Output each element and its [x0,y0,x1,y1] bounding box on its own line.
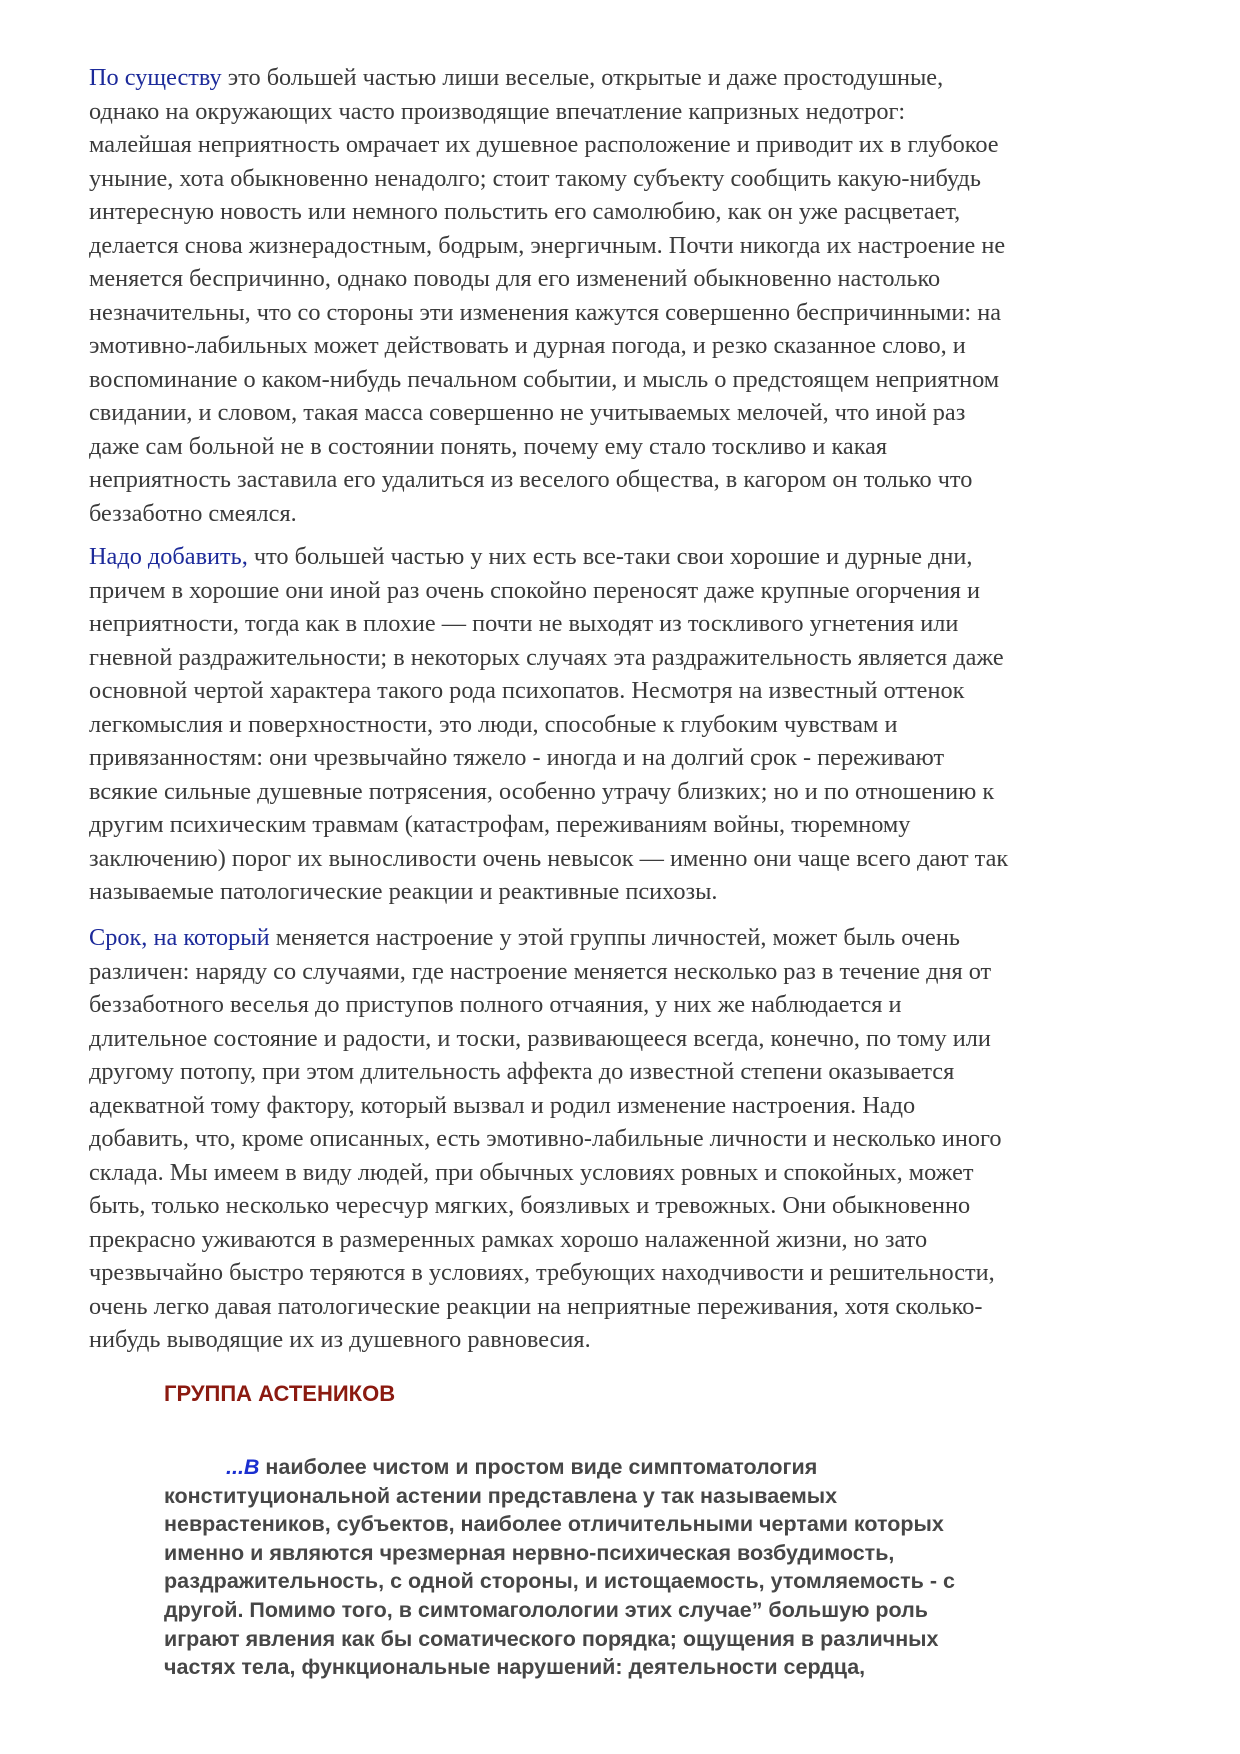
paragraph-2-line: причем в хорошие они иной раз очень спокойно переносят даже крупные огорчения и [89,576,981,604]
paragraph-3-line: чрезвычайно быстро теряются в условиях, требующих находчивости и решительности, [89,1259,995,1286]
paragraph-1-line: неприятность заставила его удалиться из веселого общества, в кагором он только что [89,466,973,493]
paragraph-2-lead: Надо добавить, [89,543,248,570]
paragraph-1-line: даже сам больной не в состоянии понять, почему ему стало тоскливо и какая [89,432,888,460]
quote-line: частях тела, функциональные нарушений: деятельности сердца, [164,1655,866,1680]
paragraph-1-line: делается снова жизнерадостным, бодрым, энергичным. Почти никогда их настроение не [89,231,1006,259]
paragraph-1-lead: По существу [89,64,222,91]
quote-line: раздражительность, с одной стороны, и истощаемость, утомляемость - с [164,1569,955,1594]
paragraph-1-line: эмотивно-лабильных может действовать и дурная погода, и резко сказанное слово, и [89,332,966,359]
paragraph-3-line: нибудь выводящие их из душевного равновесия. [89,1326,591,1353]
paragraph-2-line: основной чертой характера такого рода психопатов. Несмотря на известный оттенок [89,677,965,704]
quote-line: именно и являются чрезмерная нервно-психическая возбудимость, [164,1540,895,1565]
quote-line: играют явления как бы соматического порядка; ощущения в различных [164,1626,939,1651]
paragraph-3-line: прекрасно уживаются в размеренных рамках хорошо налаженной жизни, но зато [89,1225,928,1253]
paragraph-2-line: заключению) порог их выносливости очень невысок — именно они чаще всего дают так [89,844,1009,872]
quote-line: другой. Помимо того, в симтомаголологии этих случае” большую роль [164,1597,929,1622]
quote-line: конституциональной астении представлена у так называемых [164,1483,838,1508]
quote-lead: ...В [226,1455,260,1479]
paragraph-1-line: беззаботно смеялся. [89,499,297,527]
quote-line: неврастеников, субъектов, наиболее отличительными чертами которых [164,1512,944,1537]
paragraph-3-line: добавить, что, кроме описанных, есть эмотивно-лабильные личности и несколько иного [89,1125,1002,1152]
paragraph-3-line: очень легко давая патологические реакции на неприятные переживания, хотя сколько- [89,1292,983,1320]
quote-line: наиболее чистом и простом виде симптоматология [259,1455,818,1479]
paragraph-3-line: адекватной тому фактору, который вызвал и родил изменение настроения. Надо [89,1091,916,1119]
paragraph-1-line: воспоминание о каком-нибудь печальном событии, и мысль о предстоящем неприятном [89,365,1000,393]
paragraph-1-line: это большей частью лиши веселые, открытые и даже простодушные, [221,64,944,91]
paragraph-1-line: однако на окружающих часто производящие впечатление капризных недотрог: [89,97,906,125]
paragraph-3-line: другому потопу, при этом длительность аффекта до известной степени оказывается [89,1058,955,1085]
paragraph-1-line: свидании, и словом, такая масса совершенно не учитываемых мелочей, что иной раз [89,399,966,426]
paragraph-2-line: гневной раздражительности; в некоторых случаях эта раздражительность является даже [89,643,1004,671]
paragraph-3-line: склада. Мы имеем в виду людей, при обычных условиях ровных и спокойных, может [89,1158,974,1186]
paragraph-3-lead: Срок, на который [89,924,270,951]
paragraph-1-line: меняется беспричинно, однако поводы для его изменений обыкновенно настолько [89,265,941,292]
paragraph-3-line: беззаботного веселья до приступов полного отчаяния, у них же наблюдается и [89,991,902,1018]
paragraph-1 [89,61,1207,530]
paragraph-3-line: длительное состояние и радости, и тоски, развивающееся всегда, конечно, по тому или [89,1024,991,1052]
paragraph-1-line: малейшая неприятность омрачает их душевное расположение и приводит их в глубокое [89,131,999,158]
paragraph-2-line: называемые патологические реакции и реактивные психозы. [89,878,718,905]
paragraph-3-line: меняется настроение у этой группы личностей, может быль очень [269,924,960,951]
paragraph-1-line: интересную новость или немного польстить его самолюбию, как он уже расцветает, [89,198,961,225]
paragraph-2-line: неприятности, тогда как в плохие — почти не выходят из тоскливого угнетения или [89,610,959,637]
paragraph-2-line: легкомыслия и поверхностности, это люди, способные к глубоким чувствам и [89,710,898,738]
paragraph-3-line: быть, только несколько чересчур мягких, боязливых и тревожных. Они обыкновенно [89,1192,971,1219]
paragraph-2 [89,540,1207,909]
paragraph-1-line: уныние, хота обыкновенно ненадолго; стоит такому субъекту сообщить какую-нибудь [89,164,981,192]
paragraph-3-line: различен: наряду со случаями, где настроение меняется несколько раз в течение дня от [89,957,992,985]
paragraph-3 [89,921,1207,1357]
paragraph-2-line: привязанностям: они чрезвычайно тяжело - иногда и на долгий срок - переживают [89,744,945,771]
paragraph-1-line: незначительны, что со стороны эти изменения кажутся совершенно беспричинными: на [89,298,1001,326]
paragraph-2-line: другим психическим травмам (катастрофам, переживаниям войны, тюремному [89,811,911,838]
section-heading: ГРУППА АСТЕНИКОВ [164,1381,396,1406]
paragraph-2-line: что большей частью у них есть все-таки свои хорошие и дурные дни, [247,543,973,570]
paragraph-2-line: всякие сильные душевные потрясения, особенно утрачу близких; но и по отношению к [89,777,995,805]
quote-paragraph [164,1453,1094,1682]
